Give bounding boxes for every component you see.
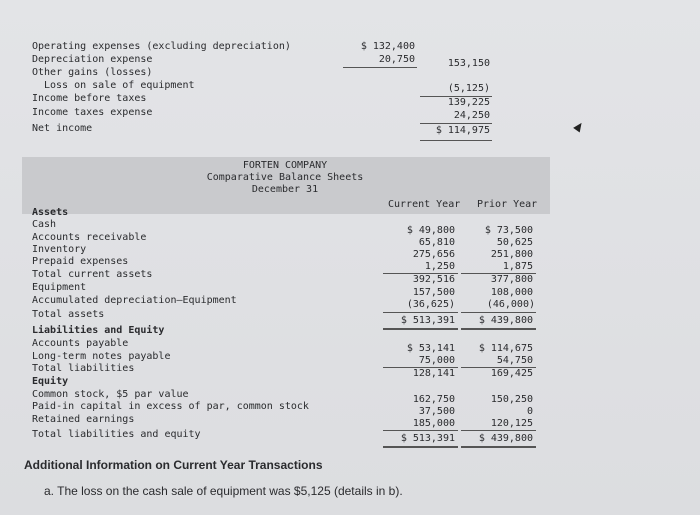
bs-company: FORTEN COMPANY — [242, 160, 328, 171]
bs-pri-ltnp: 54,750 — [496, 355, 533, 366]
bs-cur-equipment: 157,500 — [412, 287, 455, 298]
bs-cur-cash: $ 49,800 — [406, 225, 455, 236]
bs-cur-inventory: 275,656 — [412, 249, 455, 260]
bs-pri-pic: 0 — [526, 406, 533, 417]
is-label-6: Net income — [32, 123, 93, 134]
bs-date: December 31 — [251, 184, 319, 195]
bs-cur-ar: 65,810 — [418, 237, 455, 248]
is-col2-6: $ 114,975 — [435, 125, 490, 136]
bs-pri-cash: $ 73,500 — [484, 225, 533, 236]
is-tax-underline — [420, 123, 492, 124]
bs-label-prepaid: Prepaid expenses — [32, 256, 129, 267]
bs-col-prior: Prior Year — [477, 199, 538, 210]
bs-pri-accdep: (46,000) — [486, 299, 535, 310]
mouse-cursor-icon — [573, 121, 585, 133]
is-col2-5: 24,250 — [453, 110, 490, 121]
bs-label-assets: Assets — [32, 207, 69, 218]
is-label-2: Other gains (losses) — [32, 67, 153, 78]
bs-cur-re: 185,000 — [412, 418, 455, 429]
is-col2-4: 139,225 — [447, 97, 490, 108]
is-label-3: Loss on sale of equipment — [44, 80, 195, 91]
bs-cur-prepaid: 1,250 — [424, 261, 455, 272]
bs-label-inventory: Inventory — [32, 244, 87, 255]
additional-item-a: a. The loss on the cash sale of equipment was $5,125 (details in b). — [44, 484, 403, 498]
is-col2-3: (5,125) — [447, 83, 490, 94]
is-col1-0: $ 132,400 — [360, 41, 415, 52]
bs-cur-ta: $ 513,391 — [400, 315, 455, 326]
bs-label-equipment: Equipment — [32, 282, 87, 293]
bs-cur-ltnp: 75,000 — [418, 355, 455, 366]
bs-re-underline-pri — [461, 430, 536, 431]
bs-label-equity: Equity — [32, 376, 69, 387]
bs-pri-re: 120,125 — [490, 418, 533, 429]
bs-tle-underline-cur — [383, 446, 458, 448]
bs-tle-underline-pri — [461, 446, 536, 448]
bs-label-ta: Total assets — [32, 309, 105, 320]
bs-label-tca: Total current assets — [32, 269, 153, 280]
bs-label-pic: Paid-in capital in excess of par, common stock — [32, 401, 309, 412]
is-col2-1: 153,150 — [447, 58, 490, 69]
bs-ta-underline-cur — [383, 328, 458, 330]
bs-label-cash: Cash — [32, 219, 57, 230]
bs-label-ap: Accounts payable — [32, 338, 129, 349]
bs-label-ar: Accounts receivable — [32, 232, 147, 243]
is-net-underline — [420, 140, 492, 141]
additional-heading: Additional Information on Current Year Transactions — [24, 458, 323, 472]
bs-cur-pic: 37,500 — [418, 406, 455, 417]
bs-label-accdep: Accumulated depreciation—Equipment — [32, 295, 237, 306]
is-label-4: Income before taxes — [32, 93, 147, 104]
bs-label-liab-equity: Liabilities and Equity — [32, 325, 165, 336]
bs-col-current: Current Year — [388, 199, 461, 210]
bs-pri-ar: 50,625 — [496, 237, 533, 248]
bs-cur-accdep: (36,625) — [406, 299, 455, 310]
bs-cur-cs: 162,750 — [412, 394, 455, 405]
is-col1-underline — [343, 67, 417, 68]
is-label-1: Depreciation expense — [32, 54, 153, 65]
bs-label-ltnp: Long-term notes payable — [32, 351, 171, 362]
bs-label-re: Retained earnings — [32, 414, 135, 425]
is-col1-1: 20,750 — [378, 54, 415, 65]
bs-re-underline-cur — [383, 430, 458, 431]
is-label-0: Operating expenses (excluding depreciation) — [32, 41, 291, 52]
bs-cur-tle: $ 513,391 — [400, 433, 455, 444]
bs-ta-underline-pri — [461, 328, 536, 330]
bs-cur-ap: $ 53,141 — [406, 343, 455, 354]
bs-pri-tl: 169,425 — [490, 368, 533, 379]
bs-label-tl: Total liabilities — [32, 363, 135, 374]
bs-accdep-underline-cur — [383, 312, 458, 313]
bs-cur-tca: 392,516 — [412, 274, 455, 285]
bs-pri-tca: 377,800 — [490, 274, 533, 285]
bs-pri-ta: $ 439,800 — [478, 315, 533, 326]
bs-pri-cs: 150,250 — [490, 394, 533, 405]
is-label-5: Income taxes expense — [32, 107, 153, 118]
bs-accdep-underline-pri — [461, 312, 536, 313]
bs-pri-inventory: 251,800 — [490, 249, 533, 260]
bs-label-cs: Common stock, $5 par value — [32, 389, 189, 400]
bs-cur-tl: 128,141 — [412, 368, 455, 379]
bs-pri-tle: $ 439,800 — [478, 433, 533, 444]
bs-pri-ap: $ 114,675 — [478, 343, 533, 354]
bs-pri-equipment: 108,000 — [490, 287, 533, 298]
bs-label-tle: Total liabilities and equity — [32, 429, 201, 440]
bs-pri-prepaid: 1,875 — [502, 261, 533, 272]
bs-title: Comparative Balance Sheets — [206, 172, 364, 183]
